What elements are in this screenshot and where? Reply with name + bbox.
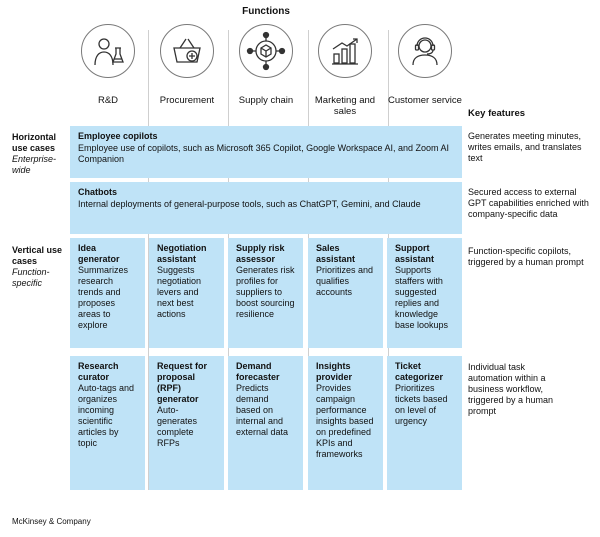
- function-customer-service: [387, 24, 463, 106]
- cell-description: Prioritizes tickets based on level of urgency: [395, 383, 448, 426]
- cell-description: Prioritizes and qualifies accounts: [316, 265, 374, 297]
- employee-copilots-box: [70, 126, 462, 178]
- cell-description: Suggests negotiation levers and next best actions: [157, 265, 202, 319]
- source-footer: McKinsey & Company: [12, 517, 91, 526]
- box-title: Chatbots: [78, 187, 117, 197]
- box-description: Internal deployments of general-purpose tools, such as ChatGPT, Gemini, and Claude: [78, 199, 421, 209]
- vertical-label-italic: Function-specific: [12, 267, 50, 288]
- use-case-cell: [387, 356, 462, 490]
- scientist-icon: [81, 24, 135, 78]
- cell-title: Demand forecaster: [236, 361, 280, 382]
- cell-title: Research curator: [78, 361, 119, 382]
- key-feature: Function-specific copilots, triggered by a human prompt: [468, 246, 584, 267]
- cell-title: Ticket categorizer: [395, 361, 444, 382]
- key-feature: Secured access to external GPT capabilities enriched with company-specific data: [468, 187, 589, 219]
- function-marketing-sales: [307, 24, 383, 117]
- cell-description: Predicts demand based on internal and external data: [236, 383, 289, 437]
- cell-description: Provides campaign performance insights based on predefined KPIs and frameworks: [316, 383, 374, 459]
- horizontal-use-cases-label: [12, 132, 68, 176]
- cell-description: Generates risk profiles for suppliers to boost sourcing resilience: [236, 265, 295, 319]
- cell-title: Request for proposal (RPF) generator: [157, 361, 208, 404]
- use-case-cell: [149, 238, 224, 348]
- cell-title: Insights provider: [316, 361, 353, 382]
- bar-chart-icon: [318, 24, 372, 78]
- function-rnd: [70, 24, 146, 106]
- function-supply-chain: [228, 24, 304, 106]
- function-label: Procurement: [159, 95, 215, 106]
- box-title: Employee copilots: [78, 131, 158, 141]
- vertical-use-cases-label: [12, 245, 64, 289]
- horizontal-label-bold: Horizontal use cases: [12, 132, 56, 153]
- use-case-cell: [70, 238, 145, 348]
- key-features-title: Key features: [468, 108, 526, 119]
- horizontal-label-italic: Enterprise-wide: [12, 154, 57, 175]
- use-case-cell: [308, 238, 383, 348]
- functions-title: Functions: [242, 6, 290, 17]
- cell-description: Summarizes research trends and proposes areas to explore: [78, 265, 129, 330]
- key-feature: Individual task automation within a business workflow, triggered by a human prompt: [468, 362, 554, 416]
- use-case-cell: [387, 238, 462, 348]
- use-case-cell: [70, 356, 145, 490]
- cell-title: Sales assistant: [316, 243, 356, 264]
- function-label: R&D: [97, 95, 119, 106]
- function-procurement: [149, 24, 225, 106]
- function-label: Marketing and sales: [314, 95, 376, 117]
- function-label: Customer service: [388, 95, 462, 106]
- use-case-cell: [228, 238, 303, 348]
- headset-agent-icon: [398, 24, 452, 78]
- key-feature: Generates meeting minutes, writes emails, and translates text: [468, 131, 582, 163]
- vertical-label-bold: Vertical use cases: [12, 245, 63, 266]
- cell-description: Supports staffers with suggested replies and knowledge base lookups: [395, 265, 449, 330]
- cell-title: Idea generator: [78, 243, 120, 264]
- cell-title: Negotiation assistant: [157, 243, 207, 264]
- supply-chain-icon: [239, 24, 293, 78]
- function-label: Supply chain: [238, 95, 294, 106]
- cell-title: Support assistant: [395, 243, 435, 264]
- use-case-cell: [149, 356, 224, 490]
- use-case-cell: [228, 356, 303, 490]
- box-description: Employee use of copilots, such as Microsoft 365 Copilot, Google Workspace AI, and Zoom AI Companion: [78, 143, 450, 164]
- cell-title: Supply risk assessor: [236, 243, 285, 264]
- cell-description: Auto-tags and organizes incoming scientific articles by topic: [78, 383, 135, 448]
- use-case-cell: [308, 356, 383, 490]
- chatbots-box: [70, 182, 462, 234]
- shopping-basket-icon: [160, 24, 214, 78]
- cell-description: Auto-generates complete RFPs: [157, 405, 198, 448]
